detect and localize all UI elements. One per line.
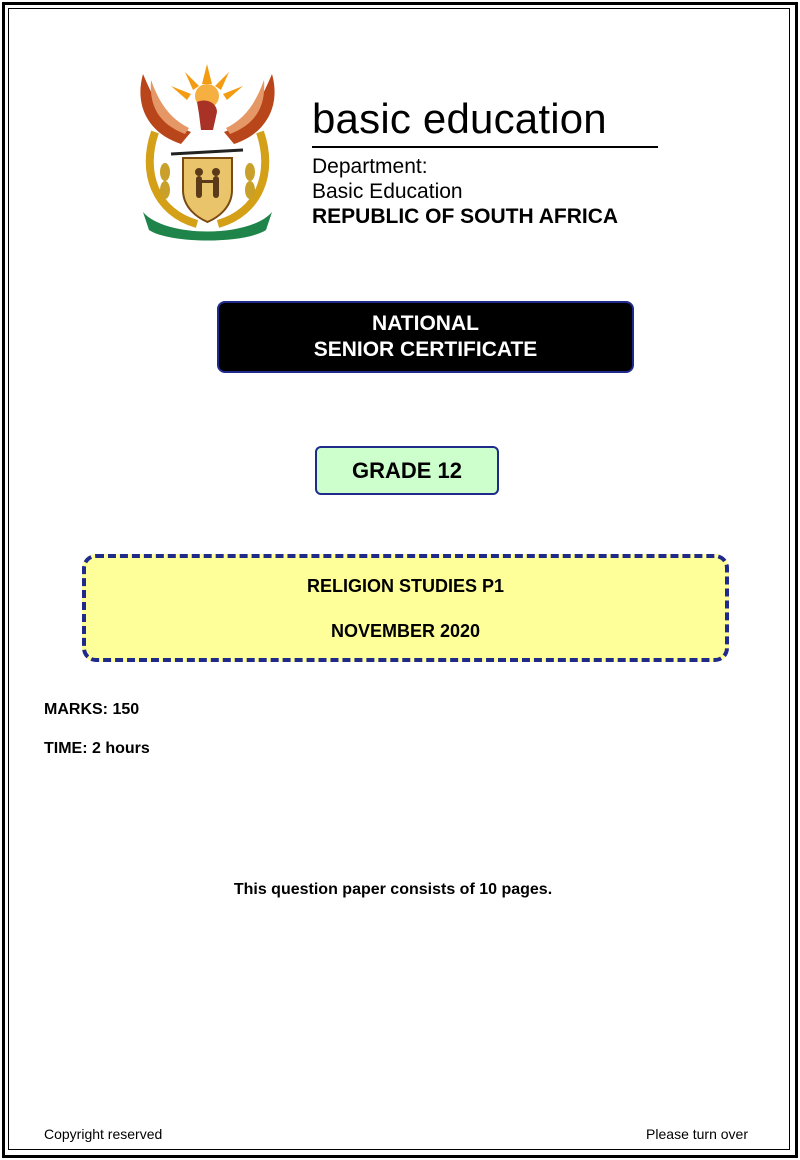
time-text: TIME: 2 hours <box>44 740 150 757</box>
pages-note: This question paper consists of 10 pages. <box>233 881 553 898</box>
grade-badge: GRADE 12 <box>315 446 499 495</box>
coat-of-arms-icon <box>135 62 280 242</box>
country-name: REPUBLIC OF SOUTH AFRICA <box>312 205 619 228</box>
certificate-banner <box>217 301 634 373</box>
subject-session: NOVEMBER 2020 <box>330 621 481 641</box>
department-name: Basic Education <box>312 180 463 203</box>
certificate-line-2: SENIOR CERTIFICATE <box>313 338 538 361</box>
subject-paper: RELIGION STUDIES P1 <box>306 576 505 596</box>
footer-copyright: Copyright reserved <box>44 1126 163 1142</box>
brand-block <box>312 94 658 229</box>
brand-title: basic education <box>312 94 658 148</box>
footer-turn-over: Please turn over <box>646 1126 748 1142</box>
subject-box <box>82 554 729 662</box>
marks-text: MARKS: 150 <box>44 701 140 718</box>
certificate-line-1: NATIONAL <box>372 312 479 335</box>
department-label: Department: <box>312 155 428 178</box>
